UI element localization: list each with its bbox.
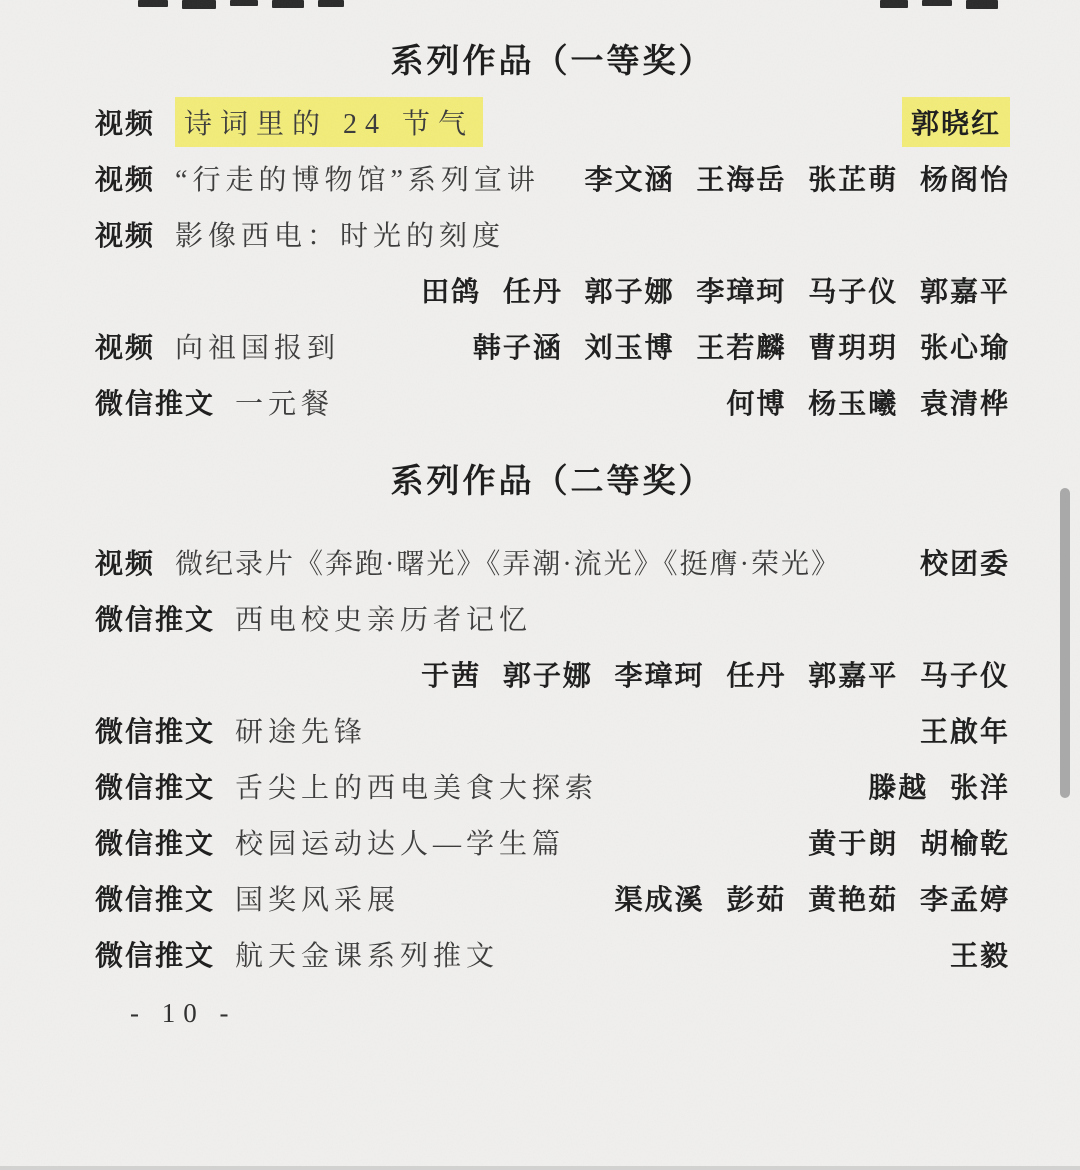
- entry-type-label: 视频: [95, 332, 156, 363]
- entry-authors: 王毅: [949, 940, 1010, 971]
- entry-type-label: 微信推文: [95, 940, 216, 971]
- entry-type-label: 微信推文: [95, 884, 216, 915]
- entry-type-label: 微信推文: [95, 828, 216, 859]
- entry-row: [95, 590, 1010, 646]
- entry-title: “行走的博物馆”系列宣讲: [175, 165, 540, 196]
- entry-authors: 王啟年: [919, 716, 1010, 747]
- entry-row: [95, 206, 1010, 262]
- entry-row: [95, 702, 1010, 758]
- first-prize-list: [95, 94, 1010, 430]
- entry-title: 航天金课系列推文: [235, 941, 500, 972]
- entry-authors-row: [95, 646, 1010, 702]
- entry-authors: 李文涵 王海岳 张芷萌 杨阁怡: [584, 164, 1010, 195]
- entry-authors-row: [95, 262, 1010, 318]
- entry-title-highlighted: 诗词里的 24 节气: [175, 97, 483, 147]
- entry-type-label: 视频: [95, 548, 156, 579]
- entry-title: 西电校史亲历者记忆: [235, 605, 533, 636]
- entry-type-label: 视频: [95, 108, 156, 139]
- entry-row: [95, 150, 1010, 206]
- entry-type-label: 视频: [95, 220, 156, 251]
- entry-title: 国奖风采展: [235, 885, 401, 916]
- section-header-second-prize: 系列作品（二等奖）: [390, 462, 715, 499]
- entry-title: 一元餐: [235, 389, 335, 420]
- page-number: - 10 -: [130, 998, 237, 1028]
- entry-title: 研途先锋: [235, 717, 368, 748]
- entry-title: 校园运动达人—学生篇: [235, 829, 566, 860]
- entry-row: [95, 814, 1010, 870]
- entry-title: 影像西电：时光的刻度: [175, 221, 506, 252]
- entry-authors: 于茜 郭子娜 李璋珂 任丹 郭嘉平 马子仪: [421, 660, 1010, 691]
- entry-authors: 滕越 张洋: [868, 772, 1010, 803]
- entry-title: 向祖国报到: [175, 333, 341, 364]
- entry-authors: 韩子涵 刘玉博 王若麟 曹玥玥 张心瑜: [472, 332, 1010, 363]
- entry-authors: 黄于朗 胡榆乾: [808, 828, 1010, 859]
- entry-authors-highlighted: 郭晓红: [902, 97, 1010, 147]
- entry-row: [95, 374, 1010, 430]
- cutoff-previous-line-left: [138, 0, 344, 12]
- entry-title: 舌尖上的西电美食大探索: [235, 773, 599, 804]
- cutoff-previous-line-right: [880, 0, 998, 12]
- entry-type-label: 微信推文: [95, 604, 216, 635]
- entry-authors: 校团委: [919, 548, 1010, 579]
- entry-type-label: 视频: [95, 164, 156, 195]
- entry-authors: 田鸽 任丹 郭子娜 李璋珂 马子仪 郭嘉平: [421, 276, 1010, 307]
- entry-title: 微纪录片《奔跑·曙光》《弄潮·流光》《挺膺·荣光》: [175, 549, 841, 580]
- entry-row: [95, 926, 1010, 982]
- entry-authors: 何博 杨玉曦 袁清桦: [726, 388, 1010, 419]
- entry-authors: 渠成溪 彭茹 黄艳茹 李孟婷: [614, 884, 1010, 915]
- entry-type-label: 微信推文: [95, 716, 216, 747]
- vertical-scrollbar-thumb[interactable]: [1060, 488, 1070, 798]
- entry-row: [95, 94, 1010, 150]
- section-header-first-prize: 系列作品（一等奖）: [390, 42, 715, 79]
- entry-row: [95, 318, 1010, 374]
- entry-row: [95, 870, 1010, 926]
- entry-row: [95, 758, 1010, 814]
- second-prize-list: [95, 534, 1010, 982]
- entry-type-label: 微信推文: [95, 388, 216, 419]
- entry-type-label: 微信推文: [95, 772, 216, 803]
- entry-row: [95, 534, 1010, 590]
